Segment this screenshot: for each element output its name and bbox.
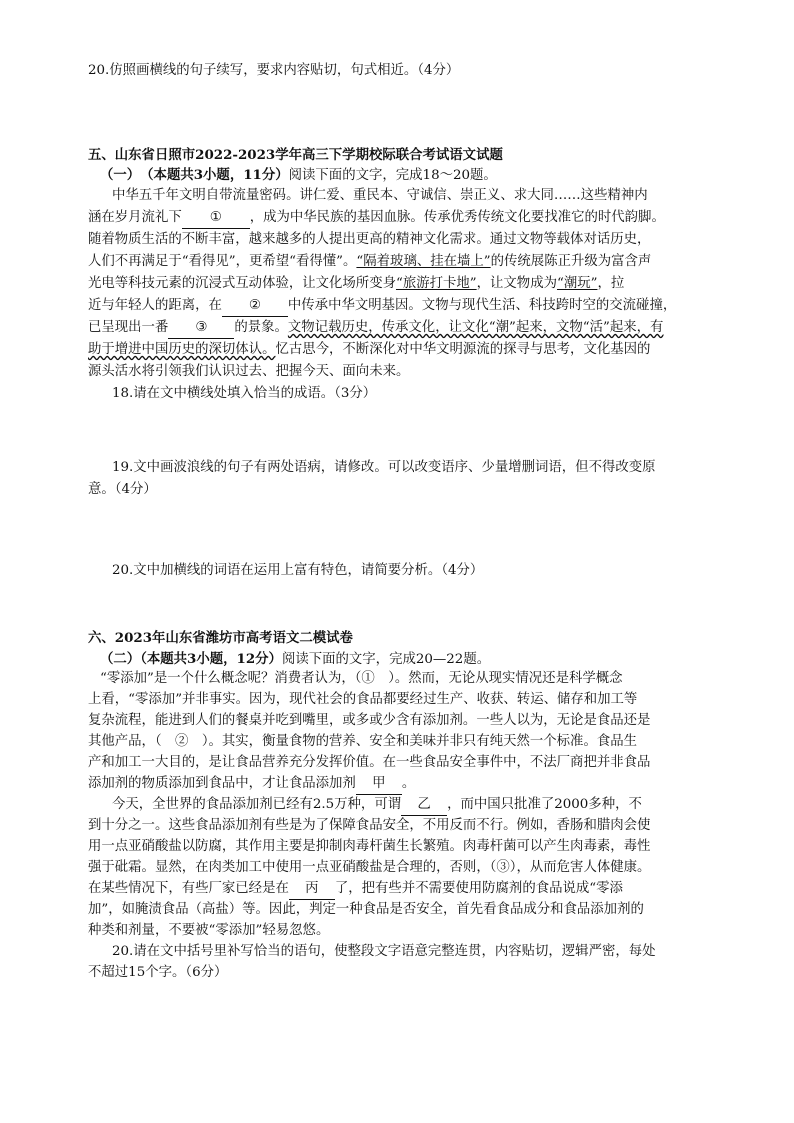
passage5-text: 的景象。: [234, 320, 288, 335]
question-20-imitation: 20.仿照画横线的句子续写，要求内容贴切，句式相近。（4分）: [88, 63, 460, 78]
passage5-line-4: [88, 252, 740, 272]
passage5-text: ，让文物成为: [476, 276, 557, 291]
passage5-line-5: [88, 274, 740, 294]
passage6-line-5: 产和加工一大目的，是让食品营养充分发挥价值。在一些食品安全事件中，不法厂商把并非食品: [88, 755, 651, 770]
blank-3: ③: [168, 318, 234, 339]
passage5-text: 近与年轻人的距离，在: [88, 298, 222, 313]
passage6-text: 添加剂的物质添加到食品中，才让食品添加剂: [88, 776, 356, 791]
passage6-line-3: 复杂流程，能进到人们的餐桌并吃到嘴里，或多或少含有添加剂。一些人以为，无论是食品还是: [88, 713, 651, 728]
passage6-line-1: “零添加”是一个什么概念呢？消费者认为，（① ）。然而，无论从现实情况还是科学概念: [100, 671, 623, 686]
passage6-line-4: 其他产品，（ ② ）。其实，衡量食物的营养、安全和美味并非只有纯天然一个标准。食品生: [88, 734, 638, 749]
wavy-sentence-part-1: 文物记载历史，传承文化，让文化“潮”起来，文物“活”起来，有: [287, 320, 664, 335]
passage5-line-8: [88, 340, 740, 360]
passage5-line-7: [88, 318, 740, 339]
passage6-text: 今天，全世界的食品添加剂已经有2.5万种，可谓: [112, 797, 402, 812]
passage5-line-9: 源头活水将引领我们认识过去、把握今天、面向未来。: [88, 364, 410, 379]
passage5-line-1: 中华五千年文明自带流量密码。讲仁爱、重民本、守诚信、崇正义、求大同……这些精神内: [112, 188, 648, 203]
question-19-line-1: 19.文中画波浪线的句子有两处语病，请修改。可以改变语序、少量增删词语，但不得改变原: [112, 460, 656, 475]
blank-2: ②: [222, 296, 288, 317]
section5-title: 五、山东省日照市2022-2023学年高三下学期校际联合考试语文试题: [88, 147, 503, 163]
section6-subheading: [100, 649, 752, 670]
passage6-line-2: 上看，“零添加”并非事实。因为，现代社会的食品都要经过生产、收获、转运、储存和加工等: [88, 692, 638, 707]
section5-subheading: [100, 165, 752, 186]
passage6-line-6: [88, 774, 740, 795]
passage6-text: 在某些情况下，有些厂家已经是在: [88, 881, 289, 896]
section6-subheading-rest: 阅读下面的文字，完成20—22题。: [281, 652, 491, 667]
passage5-text: 中传承中华文明基因。文物与现代生活、科技跨时空的交流碰撞，: [287, 298, 677, 313]
passage6-p2-line-1: [112, 795, 764, 816]
passage6-p2-line-6: 加”，如腌渍食品（高盐）等。因此，判定一种食品是否安全，首先看食品成分和食品添加剂的: [88, 902, 644, 917]
passage5-text: 光电等科技元素的沉浸式互动体验，让文化场所变身: [88, 276, 396, 291]
blank-yi: 乙: [401, 795, 447, 816]
underlined-phrase-checkin: “旅游打卡地”: [395, 276, 477, 291]
passage5-text: 已呈现出一番: [88, 320, 169, 335]
passage6-p2-line-3: 用一点亚硝酸盐以防腐，其作用主要是抑制肉毒杆菌生长繁殖。肉毒杆菌可以产生肉毒素，毒性: [88, 839, 651, 854]
passage6-text: ，而中国只批准了2000多种，不: [447, 797, 642, 812]
underlined-phrase-chaowan: “潮玩”: [556, 276, 598, 291]
wavy-sentence-part-2: 助于增进中国历史的深切体认。: [88, 342, 276, 357]
passage6-p2-line-5: [88, 879, 740, 900]
question-20-analysis: 20.文中加横线的词语在运用上富有特色，请简要分析。（4分）: [112, 563, 484, 578]
passage5-text: ，拉: [597, 276, 625, 291]
passage5-text: 涵在岁月流礼下: [88, 210, 182, 225]
question-20-fill-line-2: 不超过15个字。（6分）: [88, 965, 228, 980]
passage5-text: ，成为中华民族的基因血脉。传承优秀传统文化要找准它的时代韵脚。: [249, 210, 665, 225]
section6-subheading-bold: （二）（本题共3小题，12分）: [100, 651, 282, 667]
blank-1: ①: [182, 208, 250, 229]
question-18: 18.请在文中横线处填入恰当的成语。（3分）: [112, 386, 377, 401]
question-20-fill-line-1: 20.请在文中括号里补写恰当的语句，使整段文字语意完整连贯，内容贴切，逻辑严密，每处: [112, 944, 656, 959]
passage6-p2-line-2: 到十分之一。这些食品添加剂有些是为了保障食品安全，不用反而不行。例如，香肠和腊肉会使: [88, 818, 651, 833]
passage5-text: 人们不再满足于“看得见”，更希望“看得懂”。: [88, 254, 357, 269]
passage5-line-2: [88, 208, 740, 229]
blank-bing: 丙: [289, 879, 335, 900]
blank-jia: 甲: [356, 774, 402, 795]
passage5-line-3: 随着物质生活的不断丰富，越来越多的人提出更高的精神文化需求。通过文物等载体对话历史，: [88, 232, 651, 247]
passage6-p2-line-4: 强于砒霜。显然，在肉类加工中使用一点亚硝酸盐是合理的，否则，（③），从而危害人体健康。: [88, 860, 651, 875]
passage5-line-6: [88, 296, 740, 317]
passage6-text: 。: [401, 776, 416, 791]
passage5-text: 忆古思今，不断深化对中华文明源流的探寻与思考，文化基因的: [275, 342, 651, 357]
underlined-phrase-glass-wall: “隔着玻璃、挂在墙上”: [356, 254, 491, 269]
question-19-line-2: 意。（4分）: [88, 482, 157, 497]
section5-subheading-rest: 阅读下面的文字，完成18～20题。: [288, 168, 497, 183]
section6-title: 六、2023年山东省潍坊市高考语文二模试卷: [88, 630, 353, 646]
passage6-p2-line-7: 种类和剂量，不要被“零添加”轻易忽悠。: [88, 923, 330, 938]
passage5-text: 的传统展陈正升级为富含声: [490, 254, 652, 269]
section5-subheading-bold: （一） （本题共3小题，11分）: [100, 167, 289, 183]
passage6-text: 了，把有些并不需要使用防腐剂的食品说成“零添: [334, 881, 623, 896]
